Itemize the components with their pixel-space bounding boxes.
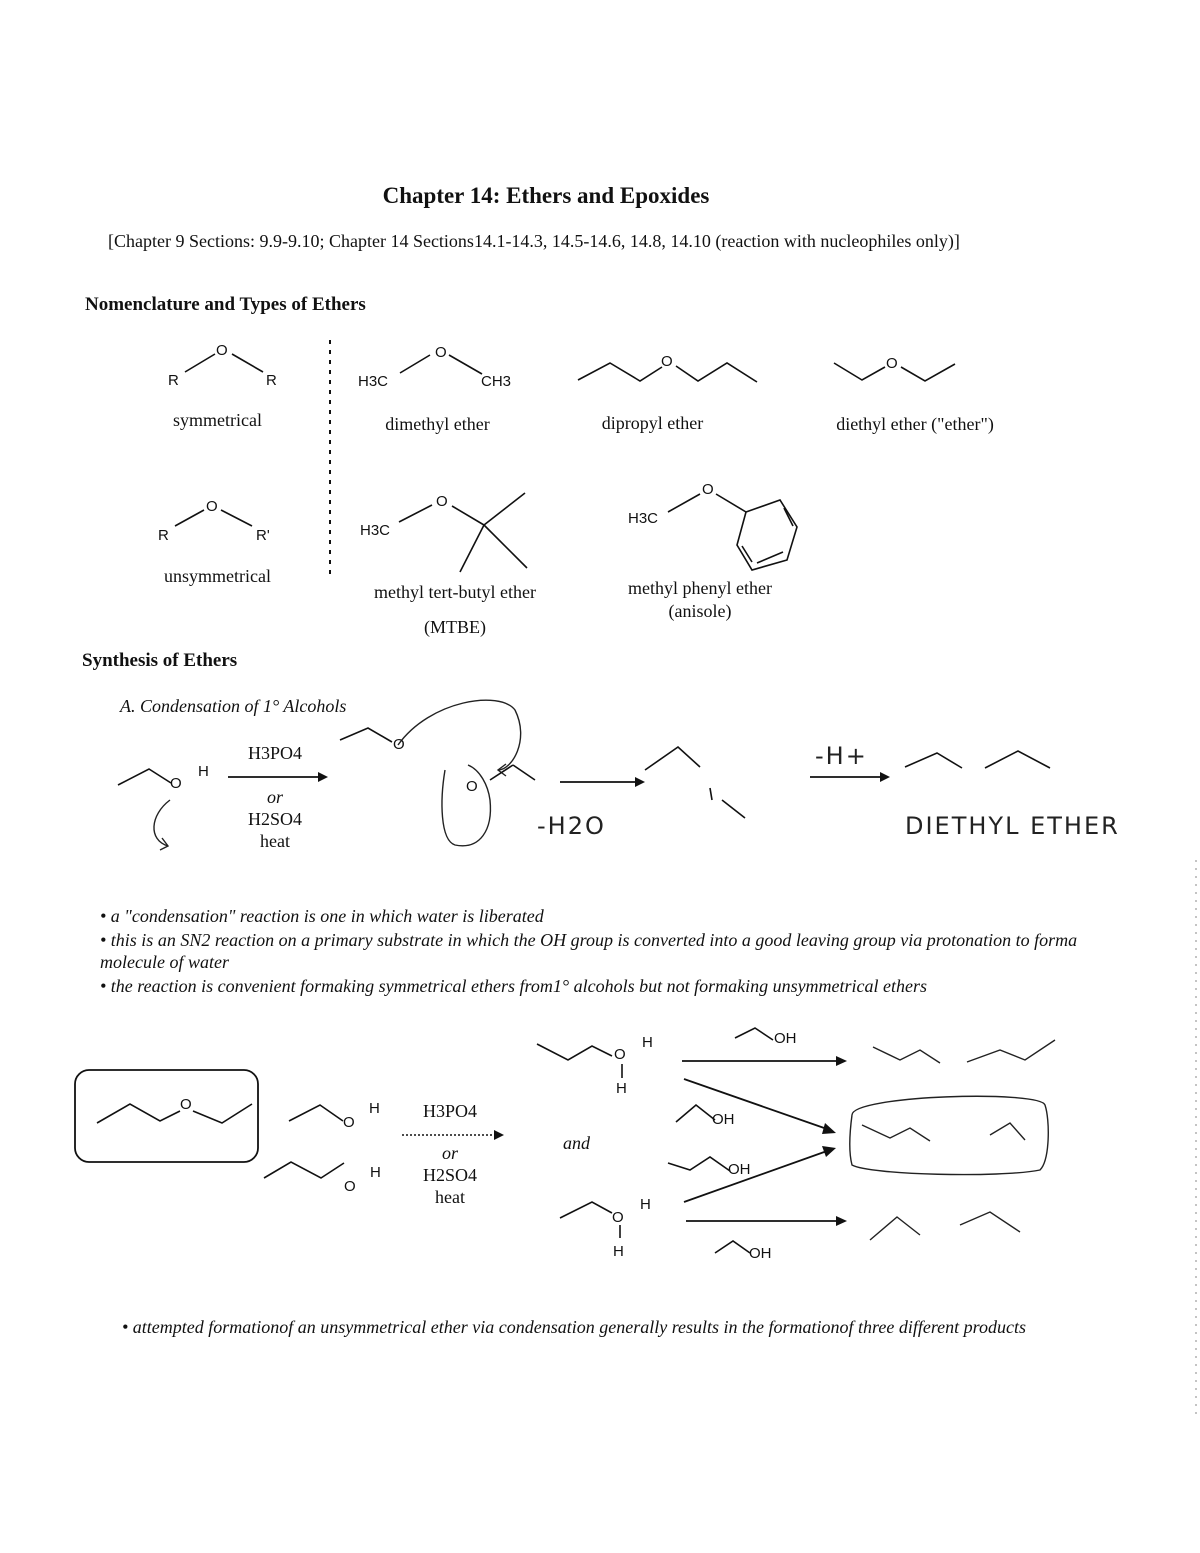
handwritten-product-name: DIETHYL ETHER <box>905 812 1120 840</box>
final-bullet: • attempted formationof an unsymmetrical ether via condensation generally results in the formationof three different products <box>122 1317 1027 1337</box>
atom-o: O <box>661 353 673 370</box>
atom-o: O <box>180 1096 192 1113</box>
acid-reagent-2: H2SO4 <box>247 809 302 829</box>
atom-ch3: CH3 <box>481 373 512 390</box>
protonated-intermediate-structure <box>340 700 535 846</box>
hydroxyl-label: OH <box>774 1030 797 1047</box>
symmetrical-label: symmetrical <box>173 410 262 430</box>
hydroxyl-label: OH <box>728 1161 751 1178</box>
or-label: or <box>441 1143 458 1163</box>
page-title: Chapter 14: Ethers and Epoxides <box>382 183 710 208</box>
atom-h: H <box>198 763 209 780</box>
acid-reagent-1: H3PO4 <box>422 1101 477 1121</box>
atom-o: O <box>436 493 448 510</box>
handwritten-minus-water: -H2O <box>537 812 606 840</box>
atom-o: O <box>702 481 714 498</box>
heat-label: heat <box>435 1187 465 1207</box>
atom-h: H <box>613 1243 624 1260</box>
sections-note: [Chapter 9 Sections: 9.9-9.10; Chapter 14 Sections14.1-14.3, 14.5-14.6, 14.8, 14.10 (reaction with nucleophiles only)] <box>108 231 960 251</box>
anisole-common-name: (anisole) <box>668 601 732 621</box>
atom-h: H <box>616 1080 627 1097</box>
mtbe-label: methyl tert-butyl ether <box>374 582 536 602</box>
atom-o: O <box>206 498 218 515</box>
handwritten-minus-proton: -H+ <box>815 742 868 770</box>
diethyl-ether-structure <box>834 363 885 380</box>
atom-o: O <box>612 1209 624 1226</box>
atom-h3c: H3C <box>360 522 391 539</box>
bullet-1: • a "condensation" reaction is one in which water is liberated <box>100 906 544 926</box>
diethyl-ether-product-structure <box>905 753 962 768</box>
oxonium-intermediate-structure <box>645 747 745 818</box>
atom-h: H <box>640 1196 651 1213</box>
atom-r: R <box>158 527 169 544</box>
atom-r: R <box>266 372 277 389</box>
and-label: and <box>563 1133 590 1153</box>
mtbe-structure <box>399 493 527 572</box>
bullet-3: • the reaction is convenient formaking symmetrical ethers from1° alcohols but not formaking unsymmetrical ethers <box>100 976 928 996</box>
anisole-structure <box>668 494 797 570</box>
atom-h: H <box>642 1034 653 1051</box>
atom-h: H <box>370 1164 381 1181</box>
bullet-2: • this is an SN2 reaction on a primary substrate in which the OH group is converted into a good leaving group via protonation to forma molecule of water <box>100 930 1078 972</box>
diethyl-ether-product-2 <box>870 1217 920 1240</box>
dipropyl-ether-product <box>873 1047 940 1063</box>
dimethyl-ether-label: dimethyl ether <box>385 414 490 434</box>
atom-o: O <box>170 775 182 792</box>
atom-r: R <box>168 372 179 389</box>
target-ether-box <box>75 1070 258 1162</box>
atom-o: O <box>393 736 405 753</box>
ethanol-2-structure <box>289 1105 343 1121</box>
atom-o: O <box>614 1046 626 1063</box>
atom-o: O <box>466 778 478 795</box>
diethyl-ether-label: diethyl ether ("ether") <box>836 414 994 434</box>
atom-o: O <box>216 342 228 359</box>
mtbe-abbreviation: (MTBE) <box>424 617 486 637</box>
atom-r-prime: R' <box>256 527 270 544</box>
atom-h: H <box>369 1100 380 1117</box>
acid-reagent-1: H3PO4 <box>247 743 302 763</box>
atom-o: O <box>344 1178 356 1195</box>
propanol-structure <box>264 1162 344 1178</box>
protonated-ethanol-structure <box>560 1202 620 1238</box>
anisole-label: methyl phenyl ether <box>628 578 772 598</box>
atom-h3c: H3C <box>628 510 659 527</box>
condensation-subheading: A. Condensation of 1° Alcohols <box>120 696 347 716</box>
heat-label: heat <box>260 831 290 851</box>
atom-o: O <box>886 355 898 372</box>
unsymmetrical-label: unsymmetrical <box>164 566 271 586</box>
atom-h3c: H3C <box>358 373 389 390</box>
atom-o: O <box>435 344 447 361</box>
hydroxyl-label: OH <box>712 1111 735 1128</box>
protonated-propanol-structure <box>537 1044 622 1078</box>
ethanol-structure <box>118 769 171 850</box>
dipropyl-ether-label: dipropyl ether <box>601 413 704 433</box>
hydroxyl-label: OH <box>749 1245 772 1262</box>
or-label: or <box>266 787 283 807</box>
acid-reagent-2: H2SO4 <box>422 1165 477 1185</box>
atom-o: O <box>343 1114 355 1131</box>
synthesis-heading: Synthesis of Ethers <box>82 650 238 671</box>
dipropyl-ether-structure <box>578 363 662 381</box>
nomenclature-heading: Nomenclature and Types of Ethers <box>85 294 366 315</box>
ethyl-propyl-ether-box <box>850 1096 1049 1174</box>
